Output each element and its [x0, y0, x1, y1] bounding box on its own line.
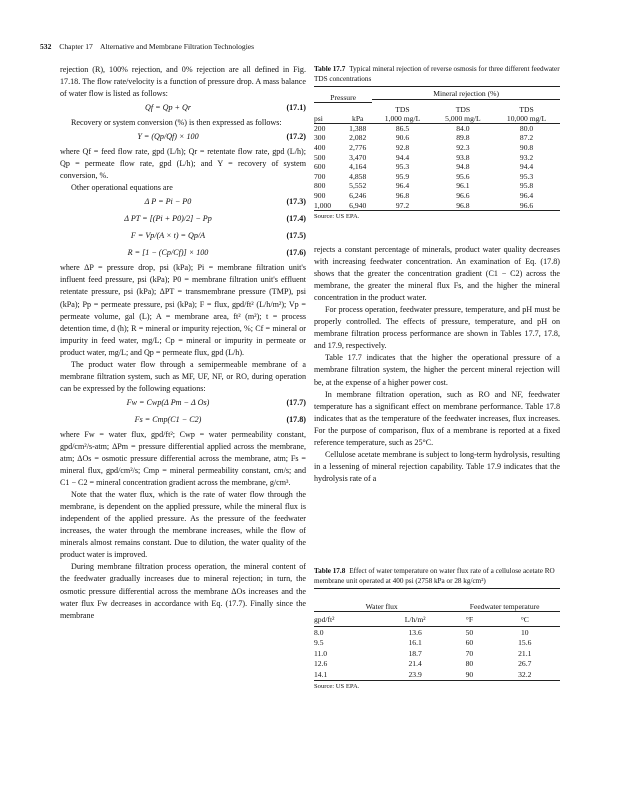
table-cell: 32.2	[518, 669, 532, 679]
table-cell: 4,164	[349, 162, 367, 172]
group-header: Pressure	[314, 87, 372, 103]
right-column	[314, 244, 560, 485]
table-cell: 95.3	[395, 162, 410, 172]
table-cell: 18.7	[408, 648, 422, 658]
column-header: kPa	[352, 113, 364, 123]
equation-17-4: Δ PT = [(Pi + P0)/2] − Pp (17.4)	[124, 214, 306, 224]
table-cell: 92.8	[395, 142, 410, 152]
table-cell: 2,776	[349, 142, 367, 152]
table-cell: 87.2	[519, 133, 534, 143]
table-cell: 84.0	[456, 123, 470, 133]
table-cell: 23.9	[408, 669, 422, 679]
table-cell: 93.2	[519, 152, 534, 162]
table-source: Source: US EPA.	[314, 212, 360, 220]
table-row	[314, 181, 560, 191]
equation-17-5: F = Vp/(A × t) = Qp/A (17.5)	[130, 231, 306, 241]
paragraph: Table 17.7 indicates that the higher the operational pressure of a membrane filtration system, the higher the percent mineral rejection will be, at the expense of a higher power cost.	[314, 353, 560, 387]
table-cell: 90	[465, 669, 474, 679]
table-row	[314, 669, 560, 680]
table-cell: 6,940	[349, 200, 367, 210]
table-cell: 26.7	[518, 659, 532, 669]
table-cell: 80.0	[519, 123, 534, 133]
paragraph: where Fw = water flux, gpd/ft²; Cwp = water permeability constant, gpd/cm²/s-atm; ΔPm = pressure differential applied across the membrane, atm; ΔOs = osmotic pressure differential across the membrane, atm; Fs = mineral flux, gpd/cm²/s; Cmp = mineral permeability constant, cm/s; and C1 − C2 = mineral concentration gradient across the membrane, g/cm³.	[60, 429, 306, 488]
table-cell: 90.8	[519, 142, 534, 152]
table-cell: 14.1	[314, 669, 328, 679]
running-header	[40, 42, 254, 51]
paragraph: where ΔP = pressure drop, psi (kPa); Pi = membrane filtration unit's influent feed pressure, psi (kPa); P0 = membrane filtration unit's effluent retentate pressure, psi (kPa); ΔPT = transmembrane pressure (TMP), psi (kPa); Pp = permeate pressure, psi (kPa); F = flux, gpd/ft² (L/h/m²); Vp = permeate volume, gal (L); A = membrane area, ft² (m²); t = process detention time, d (h); R = mineral or impurity rejection, %; Cf = mineral or impurity in feed water, mg/L; Cp = mineral or impurity in permeate or product water, mg/L; and Qp = permeate flux, gpd (L/h).	[60, 263, 306, 357]
group-header: Mineral rejection (%)	[372, 87, 560, 100]
table-cell: 500	[314, 152, 326, 162]
paragraph: For process operation, feedwater pressure, temperature, and pH must be properly controlled. The effects of pressure, temperature, and pH on membrane filtration process performance are shown in Tables 17.7, 17.8, and 17.9, respectively.	[314, 305, 560, 351]
column-header: TDS 1,000 mg/L	[384, 104, 421, 123]
table-cell: 95.3	[519, 171, 534, 181]
column-header: °C	[520, 614, 529, 624]
table-row	[314, 191, 560, 201]
table-row	[314, 162, 560, 172]
chapter-title: Alternative and Membrane Filtration Technologies	[100, 42, 255, 51]
table-cell: 900	[314, 190, 326, 200]
table-cell: 2,082	[349, 133, 367, 143]
paragraph: Note that the water flux, which is the rate of water flow through the membrane, is dependent on the applied pressure, while the mineral flux is independent of the applied pressure. As the pressure of the feedwater increases, the water through the membrane increases, while the flow of minerals almost remains constant. Due to dilution, the water quality of the product water is improved.	[60, 490, 306, 560]
table-cell: 6,246	[349, 190, 367, 200]
table-cell: 96.8	[395, 190, 410, 200]
table-cell: 96.4	[519, 190, 534, 200]
table-row	[314, 143, 560, 153]
table-row	[314, 659, 560, 670]
table-source: Source: US EPA.	[314, 682, 360, 690]
chapter-label: Chapter 17	[59, 42, 93, 51]
table-cell: 96.6	[519, 200, 534, 210]
table-cell: 21.4	[408, 659, 422, 669]
column-header: psi	[314, 113, 323, 123]
column-header: gpd/ft²	[314, 614, 335, 624]
equation-17-8: Fs = Cmp(C1 − C2) (17.8)	[134, 414, 306, 424]
table-cell: 15.6	[518, 638, 532, 648]
table-cell: 96.1	[456, 181, 470, 191]
table-cell: 9.5	[314, 638, 324, 648]
paragraph: Cellulose acetate membrane is subject to long-term hydrolysis, resulting in a lessening of mineral rejection capability. Table 17.9 indicates that the hydrolysis rate of a	[314, 449, 560, 483]
table-17-7	[314, 64, 560, 220]
paragraph: rejection (R), 100% rejection, and 0% rejection are all defined in Fig. 17.18. The flow rate/velocity is a function of pressure drop. A mass balance of water flow is listed as follows:	[60, 65, 306, 99]
table-cell: 8.0	[314, 627, 324, 637]
table-cell: 96.4	[395, 181, 410, 191]
table-cell: 92.3	[456, 142, 470, 152]
equation-17-6: R = [1 − (Cp/Cf)] × 100 (17.6)	[127, 248, 306, 258]
paragraph: During membrane filtration process operation, the mineral content of the feedwater gradually increases due to mineral rejection; in turn, the osmotic pressure differential across the membrane ΔOs increases and the water flux Fw decreases in accordance with Eq. (17.7). Finally since the membrane	[60, 562, 306, 620]
table-cell: 94.4	[519, 162, 534, 172]
table-cell: 95.9	[395, 171, 410, 181]
group-header: Feedwater temperature	[449, 589, 560, 612]
left-column	[60, 64, 306, 622]
table-cell: 200	[314, 123, 326, 133]
paragraph: rejects a constant percentage of minerals, product water quality decreases with increasing feedwater concentration. An examination of Eq. (17.8) shows that the greater the concentration gradient (C1 − C2) across the membrane, the greater the mineral flux Fs, and the higher the mineral concentration in the product water.	[314, 245, 560, 303]
table-cell: 4,858	[349, 171, 367, 181]
group-header: Water flux	[314, 589, 449, 612]
table-cell: 96.6	[456, 190, 470, 200]
table-cell: 80	[465, 659, 474, 669]
table-cell: 96.8	[456, 200, 470, 210]
table-cell: 3,470	[349, 152, 367, 162]
table-cell: 400	[314, 142, 326, 152]
paragraph: In membrane filtration operation, such as RO and NF, feedwater temperature has a significant effect on membrane performance. Table 17.8 indicates that as the temperature of the feedwater increases, flux increases. For the purpose of comparison, flux of a membrane is reported at a fixed reference temperature, such as 25°C.	[314, 389, 560, 447]
table-cell: 700	[314, 171, 326, 181]
table-cell: 21.1	[518, 648, 532, 658]
paragraph: The product water flow through a semipermeable membrane of a membrane filtration system, such as MF, UF, NF, or RO, during operation can be expressed by the following equations:	[60, 359, 306, 393]
table-cell: 600	[314, 162, 326, 172]
page-number: 532	[40, 42, 52, 51]
equation-17-7: Fw = Cwp(Δ Pm − Δ Os) (17.7)	[126, 397, 306, 407]
table-row	[314, 648, 560, 659]
table-cell: 1,388	[349, 123, 367, 133]
table-cell: 10	[520, 627, 529, 637]
paragraph: where Qf = feed flow rate, gpd (L/h); Qr = retentate flow rate, gpd (L/h); Qp = permeate flow rate, gpd (L/h); and Y = recovery of system conversion, %.	[60, 147, 306, 181]
table-caption: Table 17.7 Typical mineral rejection of reverse osmosis for three different feedwater TDS concentrations	[314, 65, 560, 83]
table-caption: Table 17.8 Effect of water temperature on water flux rate of a cellulose acetate RO membrane unit operated at 400 psi (2758 kPa or 28 kg/cm²)	[314, 567, 555, 585]
table-row	[314, 627, 560, 638]
table-row	[314, 152, 560, 162]
table-cell: 90.6	[395, 133, 410, 143]
table-row	[314, 171, 560, 181]
table-cell: 95.8	[519, 181, 534, 191]
table-cell: 800	[314, 181, 326, 191]
table-cell: 60	[465, 638, 474, 648]
column-header: L/h/m²	[404, 614, 426, 624]
table-cell: 5,552	[349, 181, 367, 191]
column-header: TDS 10,000 mg/L	[506, 104, 547, 123]
paragraph: Other operational equations are	[71, 183, 173, 193]
table-row	[314, 638, 560, 649]
paragraph: Recovery or system conversion (%) is then expressed as follows:	[71, 118, 282, 128]
column-header: TDS 5,000 mg/L	[445, 104, 481, 123]
table-cell: 11.0	[314, 648, 328, 658]
table-cell: 93.8	[456, 152, 470, 162]
table-row	[314, 123, 560, 133]
equation-17-2: Y = (Qp/Qf) × 100 (17.2)	[137, 132, 306, 142]
table-cell: 50	[465, 627, 474, 637]
table-cell: 300	[314, 133, 326, 143]
table-17-8	[314, 566, 560, 690]
column-header: °F	[465, 614, 474, 624]
table-cell: 1,000	[314, 200, 332, 210]
table-cell: 16.1	[408, 638, 422, 648]
equation-17-3: Δ P = Pi − P0 (17.3)	[144, 197, 306, 207]
table-cell: 89.8	[456, 133, 470, 143]
equation-17-1: Qf = Qp + Qr (17.1)	[145, 103, 306, 113]
table-cell: 94.4	[395, 152, 410, 162]
table-cell: 86.5	[395, 123, 410, 133]
table-cell: 94.8	[456, 162, 470, 172]
table-cell: 13.6	[408, 627, 422, 637]
table-row	[314, 200, 560, 210]
table-cell: 12.6	[314, 659, 328, 669]
table-row	[314, 133, 560, 143]
table-cell: 95.6	[456, 171, 470, 181]
table-cell: 97.2	[395, 200, 410, 210]
table-cell: 70	[465, 648, 474, 658]
